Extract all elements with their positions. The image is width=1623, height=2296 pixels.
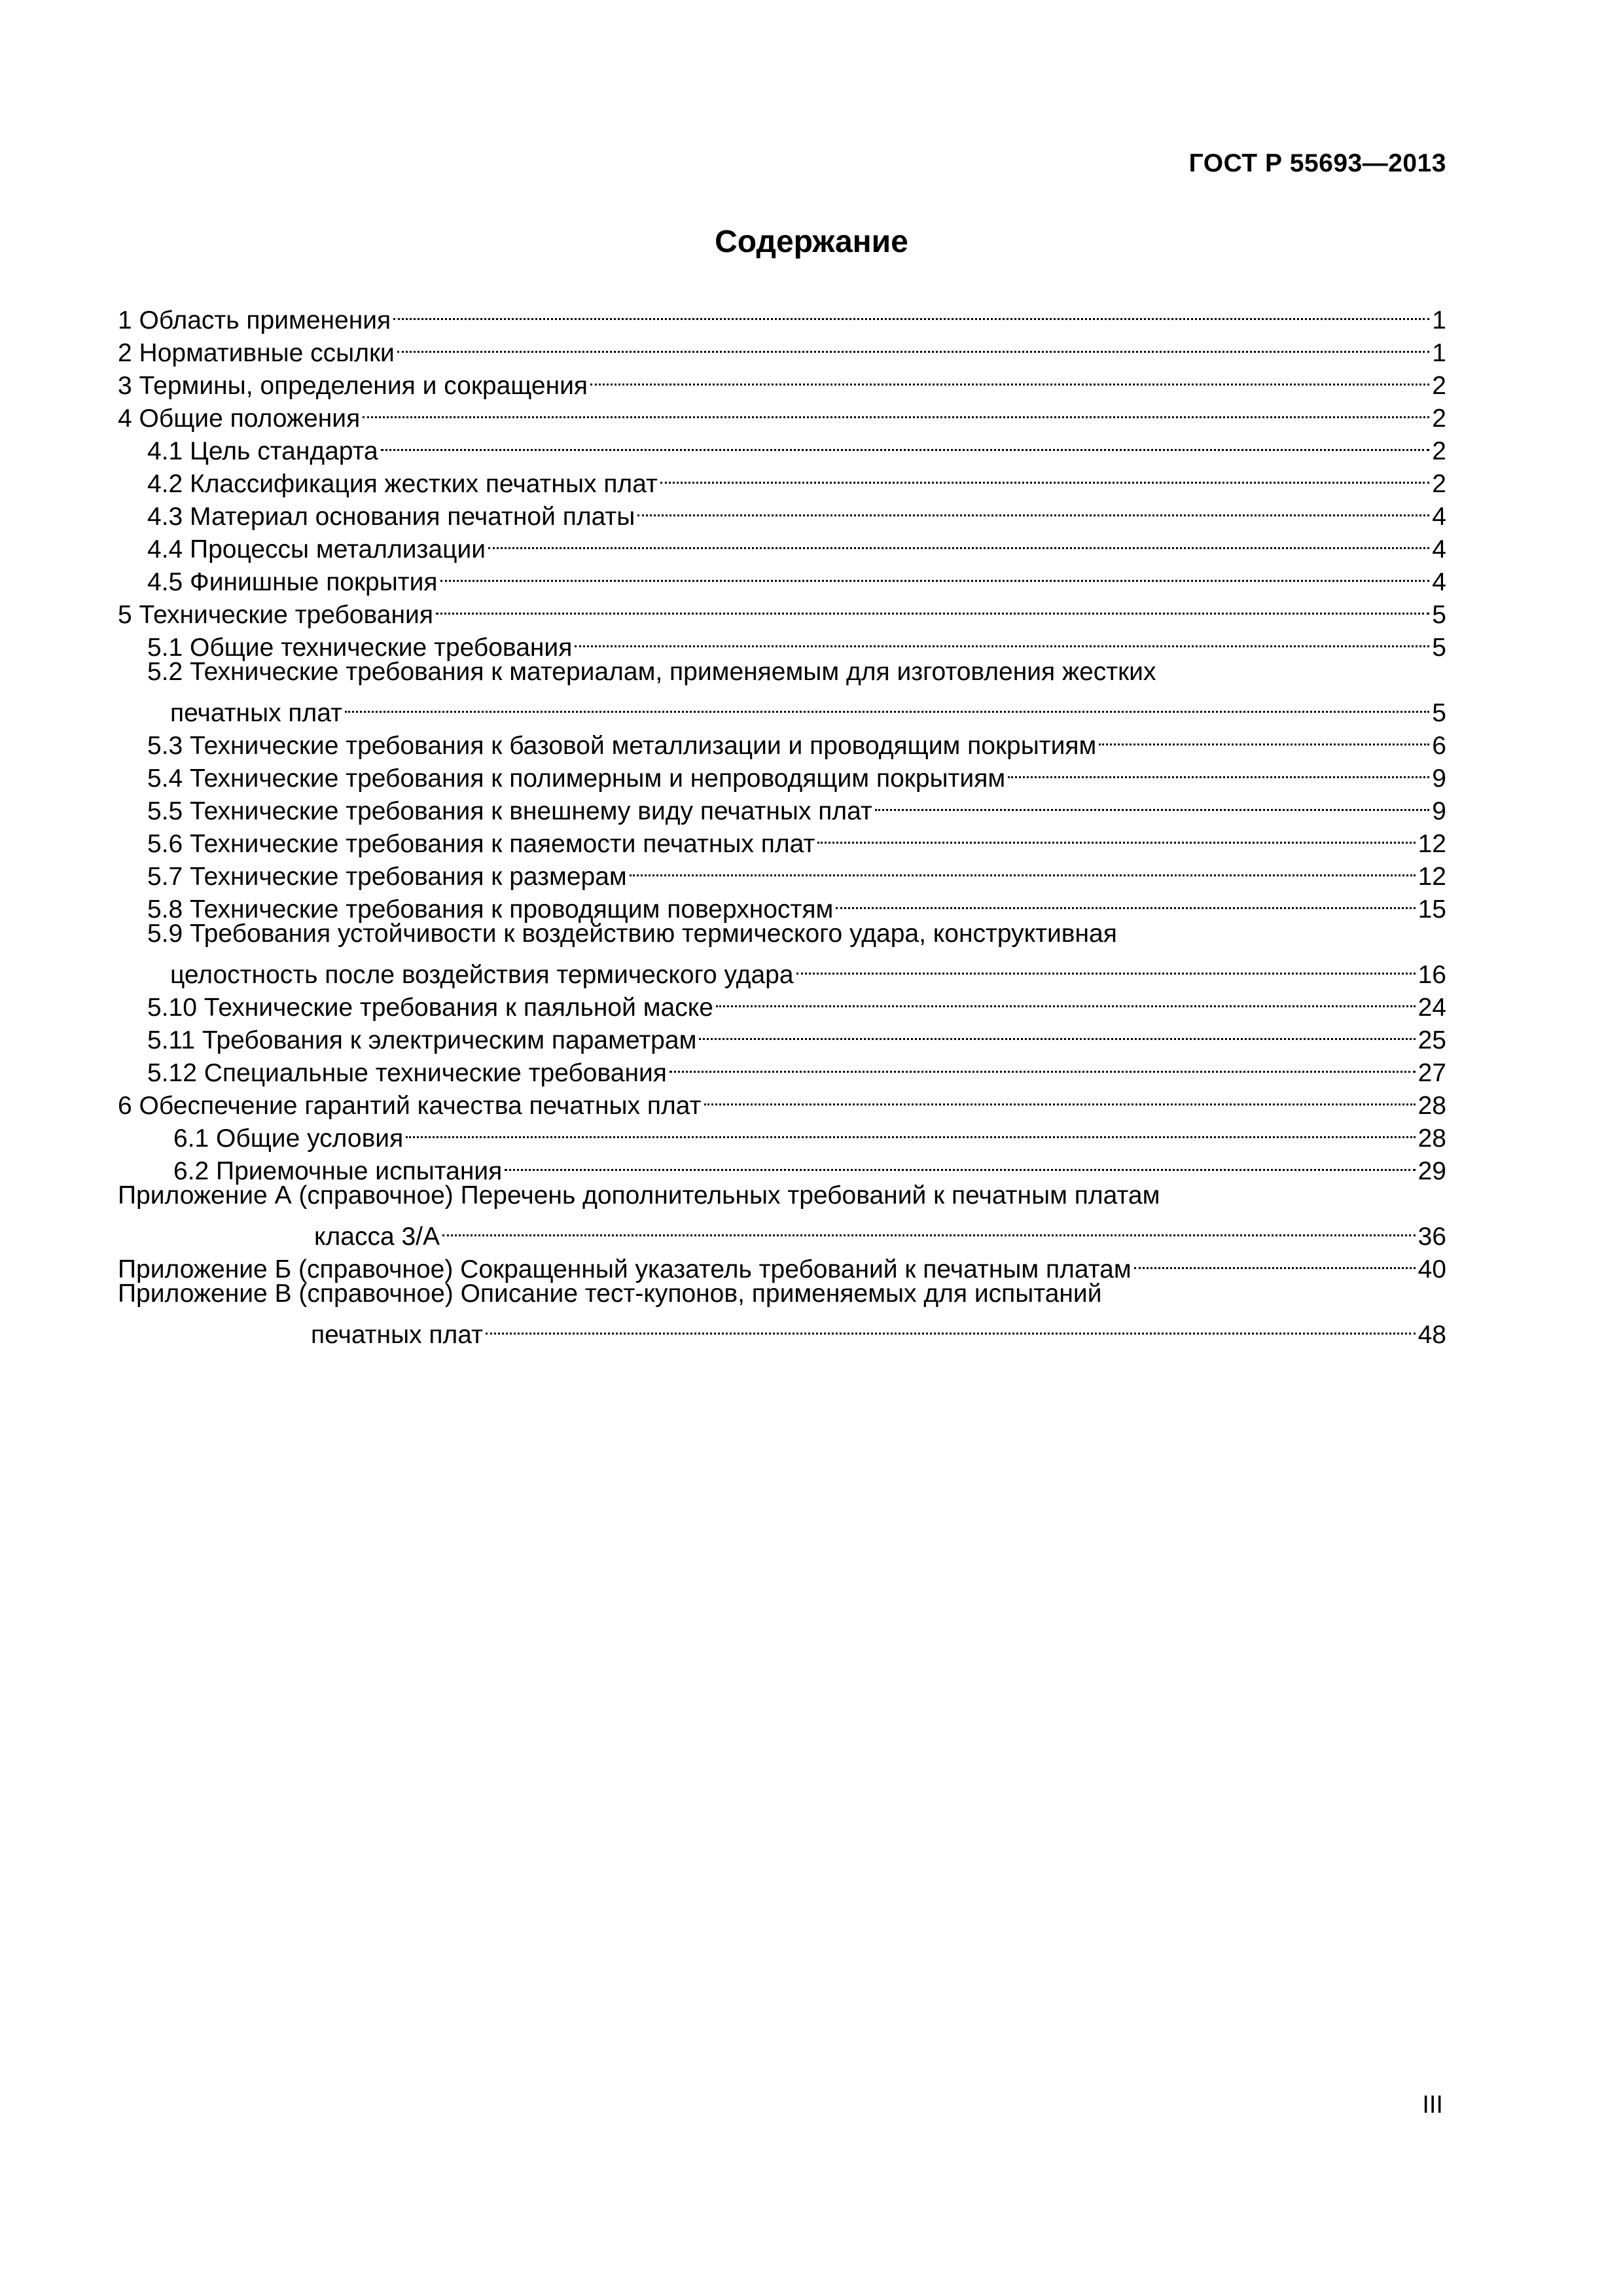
toc-title: Содержание <box>715 224 908 259</box>
toc-entry-cont-text: класса 3/А <box>314 1223 440 1251</box>
toc-entry-page: 28 <box>1418 1092 1446 1120</box>
toc-entry-page: 5 <box>1432 601 1446 629</box>
toc-entry-text: 5.4 Технические требования к полимерным и непроводящим покрытиям <box>147 764 1006 793</box>
toc-entry-text: 4.2 Классификация жестких печатных плат <box>147 470 658 498</box>
toc-leader-dots <box>363 394 1429 427</box>
toc-entry-text: 5.9 Требования устойчивости к воздействию термического удара, конструктивная <box>147 920 1117 948</box>
toc-entry-cont-text: целостность после воздействия термического удара <box>170 961 794 989</box>
toc-entry-page: 2 <box>1432 437 1446 465</box>
toc-entry-page: 15 <box>1418 895 1446 924</box>
toc-leader-dots <box>1099 721 1429 754</box>
toc-entry-page: 9 <box>1432 797 1446 825</box>
toc-entry-page: 1 <box>1432 306 1446 334</box>
toc-entry-continuation[interactable] <box>118 1212 1446 1251</box>
toc-entry-page: 28 <box>1418 1124 1446 1153</box>
toc-leader-dots <box>442 1212 1416 1245</box>
toc-entry-text: 4.1 Цель стандарта <box>147 437 378 465</box>
toc-leader-dots <box>704 1081 1416 1114</box>
toc-entry-cont-text: печатных плат <box>170 699 343 727</box>
toc-entry-text: 5.11 Требования к электрическим параметрам <box>147 1026 697 1054</box>
toc-entry[interactable] <box>118 296 1446 334</box>
toc-entry-page: 4 <box>1432 503 1446 531</box>
toc-entry[interactable] <box>118 656 1446 689</box>
toc-entry-text: Приложение А (справочное) Перечень дополнительных требований к печатным платам <box>118 1181 1160 1210</box>
toc-entry-text: 6.2 Приемочные испытания <box>173 1157 503 1185</box>
toc-entry-text: Приложение В (справочное) Описание тест-купонов, применяемых для испытаний <box>118 1280 1102 1308</box>
toc-entry-page: 1 <box>1432 339 1446 367</box>
toc-entry-text: 6 Обеспечение гарантий качества печатных плат <box>118 1092 702 1120</box>
toc-entry-page: 29 <box>1418 1157 1446 1185</box>
toc-entry-page: 2 <box>1432 470 1446 498</box>
toc-entry-text: 5.12 Специальные технические требования <box>147 1059 667 1087</box>
toc-leader-dots <box>637 492 1429 525</box>
toc-leader-dots <box>575 623 1429 656</box>
toc-entry-page: 12 <box>1418 830 1446 858</box>
toc-entry-text: 5.10 Технические требования к паяльной маске <box>147 994 713 1022</box>
toc-entry-text: 4.3 Материал основания печатной платы <box>147 503 635 531</box>
toc-entry-text: 2 Нормативные ссылки <box>118 339 395 367</box>
toc-entry-page: 27 <box>1418 1059 1446 1087</box>
toc-leader-dots <box>875 787 1429 819</box>
toc-entry-text: 6.1 Общие условия <box>173 1124 404 1153</box>
toc-entry-page: 2 <box>1432 404 1446 433</box>
toc-entry-text: 5 Технические требования <box>118 601 433 629</box>
toc-entry-page: 5 <box>1432 699 1446 727</box>
toc-entry-text: 4 Общие положения <box>118 404 361 433</box>
toc-entry-text: Приложение Б (справочное) Сокращенный указатель требований к печатным платам <box>118 1255 1132 1283</box>
toc-leader-dots <box>660 459 1429 492</box>
toc-entry[interactable] <box>118 1179 1446 1212</box>
toc-entry-continuation[interactable] <box>118 950 1446 989</box>
toc-entry-page: 16 <box>1418 961 1446 989</box>
toc-entry-page: 2 <box>1432 372 1446 400</box>
toc-entry-page: 5 <box>1432 634 1446 662</box>
toc-entry-page: 24 <box>1418 994 1446 1022</box>
toc-leader-dots <box>817 819 1415 852</box>
toc-entry[interactable] <box>118 918 1446 950</box>
toc-leader-dots <box>590 361 1429 394</box>
toc-leader-dots <box>669 1049 1416 1081</box>
toc-leader-dots <box>345 689 1429 721</box>
toc-entry-page: 9 <box>1432 764 1446 793</box>
toc-leader-dots <box>1134 1245 1416 1278</box>
toc-entry-page: 4 <box>1432 568 1446 596</box>
toc-entry-text: 5.6 Технические требования к паяемости печатных плат <box>147 830 815 858</box>
toc-entry-page: 48 <box>1418 1321 1446 1349</box>
toc-leader-dots <box>436 590 1429 623</box>
toc-leader-dots <box>486 1310 1416 1343</box>
toc-entry-page: 25 <box>1418 1026 1446 1054</box>
toc-entry-text: 1 Область применения <box>118 306 391 334</box>
document-designation: ГОСТ Р 55693—2013 <box>1188 149 1446 177</box>
toc-entry-text: 4.4 Процессы металлизации <box>147 535 486 564</box>
toc-leader-dots <box>1008 754 1429 787</box>
toc-leader-dots <box>397 329 1429 361</box>
toc-entry-page: 12 <box>1418 863 1446 891</box>
toc-leader-dots <box>796 950 1416 983</box>
toc-entry-text: 5.5 Технические требования к внешнему виду печатных плат <box>147 797 872 825</box>
toc-entry-text: 5.2 Технические требования к материалам, применяемым для изготовления жестких <box>147 658 1156 686</box>
page-number: III <box>1422 2091 1443 2119</box>
toc-entry-page: 4 <box>1432 535 1446 564</box>
table-of-contents <box>118 296 1446 1349</box>
toc-leader-dots <box>716 983 1416 1016</box>
toc-entry-continuation[interactable] <box>118 689 1446 727</box>
toc-entry-page: 6 <box>1432 732 1446 760</box>
toc-entry-cont-text: печатных плат <box>311 1321 484 1349</box>
toc-leader-dots <box>630 852 1416 885</box>
toc-leader-dots <box>505 1147 1415 1179</box>
toc-leader-dots <box>836 885 1415 918</box>
toc-leader-dots <box>440 558 1430 590</box>
toc-entry[interactable] <box>118 1278 1446 1310</box>
toc-leader-dots <box>699 1016 1415 1049</box>
toc-leader-dots <box>488 525 1429 558</box>
toc-entry-text: 4.5 Финишные покрытия <box>147 568 438 596</box>
toc-entry-text: 5.7 Технические требования к размерам <box>147 863 627 891</box>
toc-entry-text: 3 Термины, определения и сокращения <box>118 372 588 400</box>
toc-entry-text: 5.3 Технические требования к базовой металлизации и проводящим покрытиям <box>147 732 1097 760</box>
toc-entry-text: 5.1 Общие технические требования <box>147 634 573 662</box>
toc-leader-dots <box>393 296 1429 329</box>
toc-entry-continuation[interactable] <box>118 1310 1446 1349</box>
toc-leader-dots <box>406 1114 1415 1147</box>
toc-entry-page: 40 <box>1418 1255 1446 1283</box>
toc-leader-dots <box>381 427 1430 459</box>
toc-entry-text: 5.8 Технические требования к проводящим поверхностям <box>147 895 834 924</box>
toc-entry-page: 36 <box>1418 1223 1446 1251</box>
